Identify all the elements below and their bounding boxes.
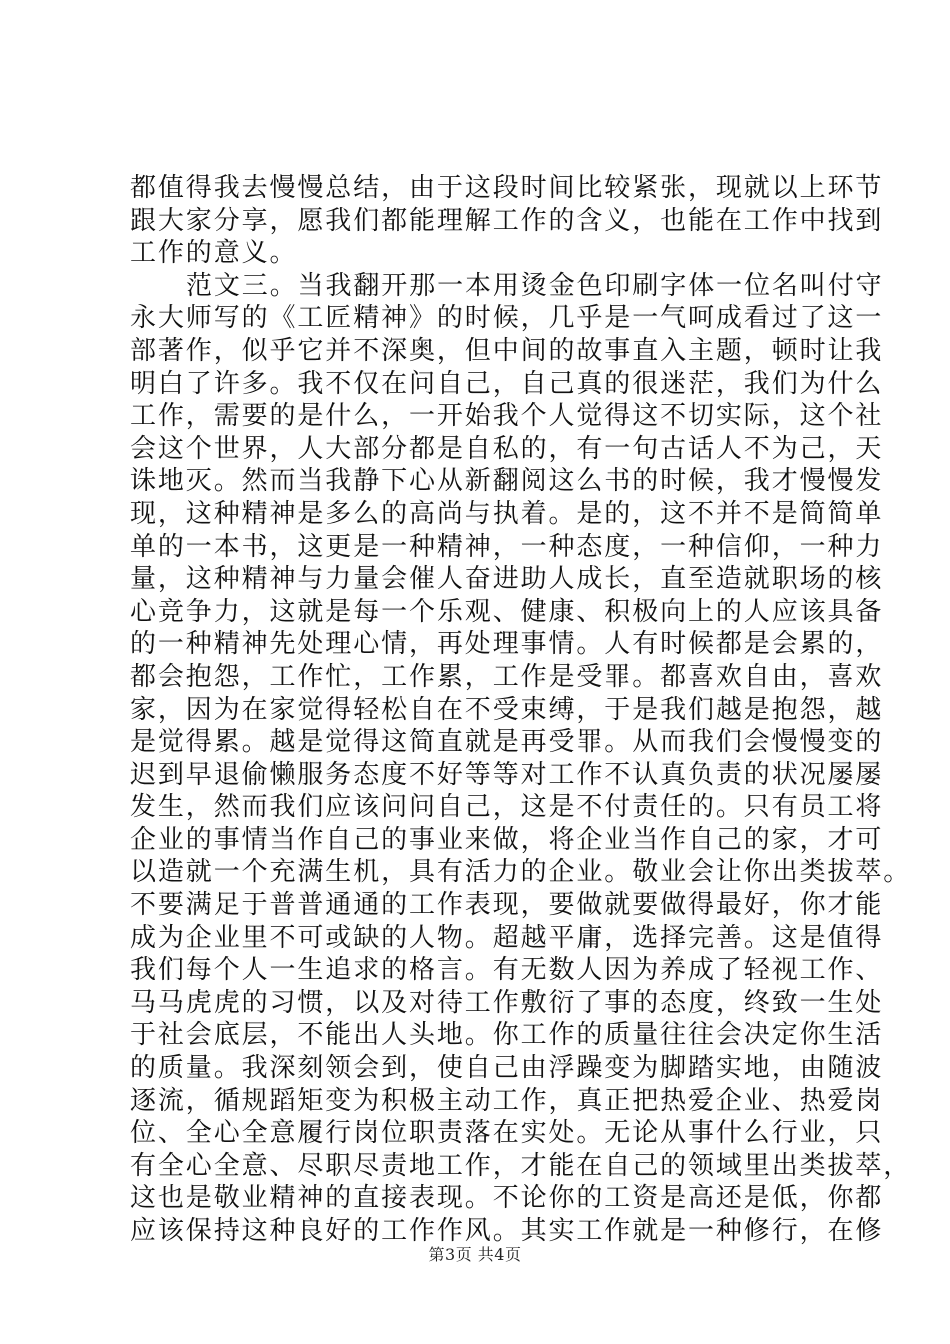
text-line: 应该保持这种良好的工作作风。其实工作就是一种修行，在修 — [130, 1216, 884, 1246]
text-line: 不要满足于普普通通的工作表现，要做就要做得最好，你才能 — [130, 890, 884, 921]
text-line: 跟大家分享，愿我们都能理解工作的含义，也能在工作中找到 — [130, 205, 884, 236]
text-line: 量，这种精神与力量会催人奋进助人成长，直至造就职场的核 — [130, 564, 884, 595]
text-line: 的一种精神先处理心情，再处理事情。人有时候都是会累的， — [130, 629, 884, 660]
page-number-footer: 第3页 共4页 — [428, 1245, 522, 1264]
text-line: 都会抱怨，工作忙，工作累，工作是受罪。都喜欢自由，喜欢 — [130, 661, 884, 692]
text-line: 成为企业里不可或缺的人物。超越平庸，选择完善。这是值得 — [130, 922, 884, 953]
text-line: 逐流，循规蹈矩变为积极主动工作，真正把热爱企业、热爱岗 — [130, 1085, 884, 1116]
text-line: 迟到早退偷懒服务态度不好等等对工作不认真负责的状况屡屡 — [130, 759, 884, 790]
text-line: 现，这种精神是多么的高尚与执着。是的，这不并不是简简单 — [130, 498, 884, 529]
text-line: 的质量。我深刻领会到，使自己由浮躁变为脚踏实地，由随波 — [130, 1053, 884, 1084]
text-line: 以造就一个充满生机，具有活力的企业。敬业会让你出类拔萃。 — [130, 857, 912, 888]
text-line: 工作，需要的是什么，一开始我个人觉得这不切实际，这个社 — [130, 401, 884, 432]
text-line: 会这个世界，人大部分都是自私的，有一句古话人不为己，天 — [130, 433, 884, 464]
text-line: 位、全心全意履行岗位职责落在实处。无论从事什么行业，只 — [130, 1118, 884, 1149]
text-line: 工作的意义。 — [130, 238, 298, 269]
text-line: 明白了许多。我不仅在问自己，自己真的很迷茫，我们为什么 — [130, 368, 884, 399]
text-line: 于社会底层，不能出人头地。你工作的质量往往会决定你生活 — [130, 1020, 884, 1051]
text-line: 我们每个人一生追求的格言。有无数人因为养成了轻视工作、 — [130, 955, 884, 986]
text-line: 马马虎虎的习惯，以及对待工作敷衍了事的态度，终致一生处 — [130, 987, 884, 1018]
text-line: 发生，然而我们应该问问自己，这是不付责任的。只有员工将 — [130, 792, 884, 823]
document-body — [130, 172, 912, 1248]
text-line: 诛地灭。然而当我静下心从新翻阅这么书的时候，我才慢慢发 — [130, 466, 884, 497]
text-line: 有全心全意、尽职尽责地工作，才能在自己的领域里出类拔萃， — [130, 1150, 912, 1181]
paragraph-start-line: 范文三。当我翻开那一本用烫金色印刷字体一位名叫付守 — [186, 270, 884, 301]
text-line: 部著作，似乎它并不深奥，但中间的故事直入主题，顿时让我 — [130, 335, 884, 366]
text-line: 是觉得累。越是觉得这简直就是再受罪。从而我们会慢慢变的 — [130, 727, 884, 758]
text-line: 心竞争力，这就是每一个乐观、健康、积极向上的人应该具备 — [130, 596, 884, 627]
text-line: 单的一本书，这更是一种精神，一种态度，一种信仰，一种力 — [130, 531, 884, 562]
text-line: 这也是敬业精神的直接表现。不论你的工资是高还是低，你都 — [130, 1183, 884, 1214]
text-line: 家，因为在家觉得轻松自在不受束缚，于是我们越是抱怨，越 — [130, 694, 884, 725]
text-line: 永大师写的《工匠精神》的时候，几乎是一气呵成看过了这一 — [130, 303, 884, 334]
text-line: 企业的事情当作自己的事业来做，将企业当作自己的家，才可 — [130, 824, 884, 855]
text-line: 都值得我去慢慢总结，由于这段时间比较紧张，现就以上环节 — [130, 173, 884, 203]
